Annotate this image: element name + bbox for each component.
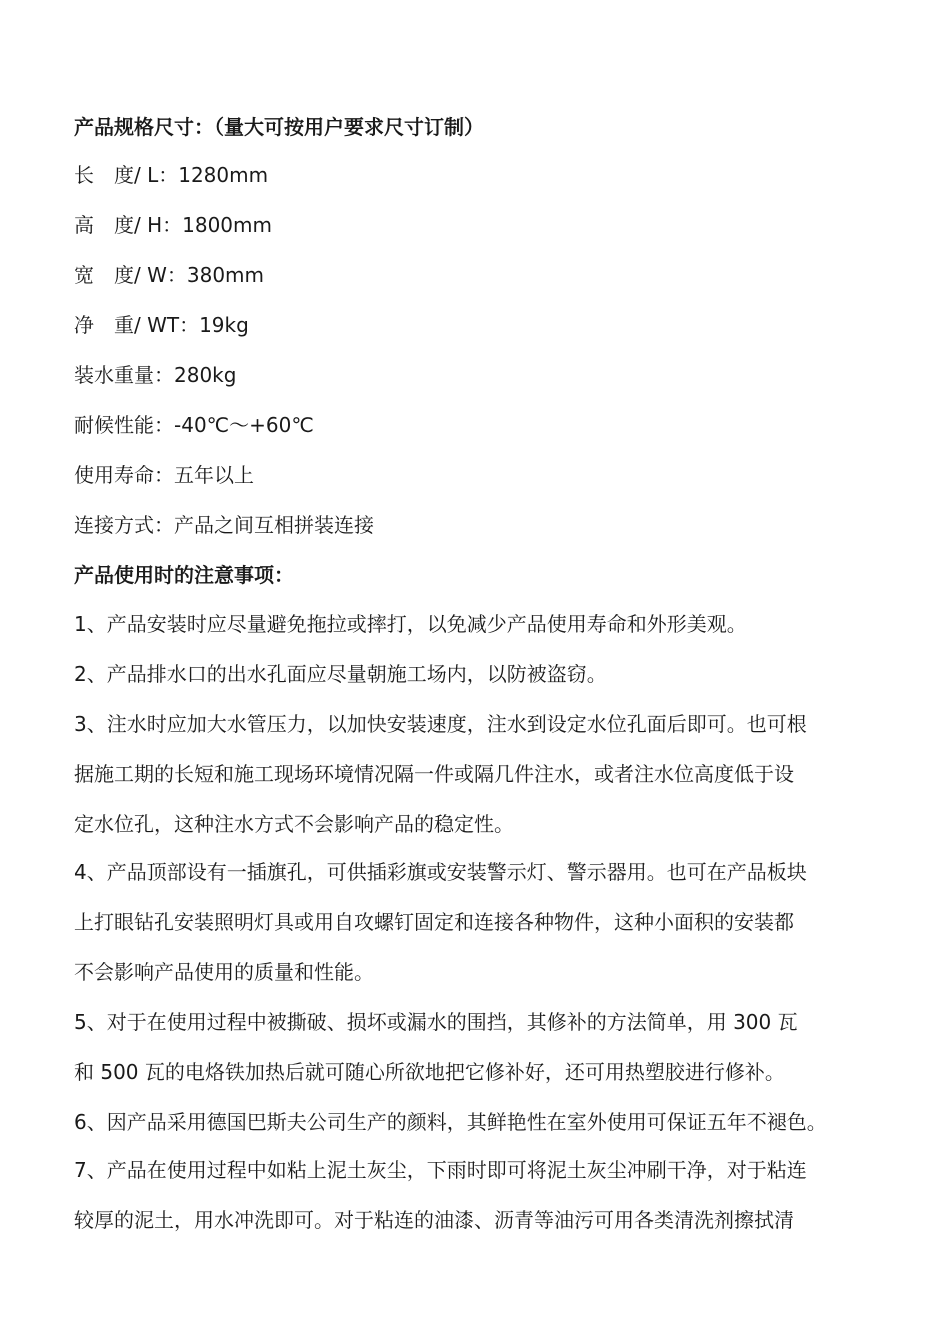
spec-length: 长 度/ L：1280mm bbox=[74, 163, 269, 187]
note-line: 6、因产品采用德国巴斯夫公司生产的颜料，其鲜艳性在室外使用可保证五年不褪色。 bbox=[74, 1110, 827, 1134]
note-line: 3、注水时应加大水管压力，以加快安装速度，注水到设定水位孔面后即可。也可根 bbox=[74, 712, 807, 736]
spec-connection: 连接方式：产品之间互相拼装连接 bbox=[74, 513, 374, 537]
note-line: 不会影响产品使用的质量和性能。 bbox=[74, 960, 374, 984]
note-line: 5、对于在使用过程中被撕破、损坏或漏水的围挡，其修补的方法简单，用 300 瓦 bbox=[74, 1010, 798, 1034]
note-line: 上打眼钻孔安装照明灯具或用自攻螺钉固定和连接各种物件，这种小面积的安装都 bbox=[74, 910, 794, 934]
spec-weather-resistance: 耐候性能：-40℃～+60℃ bbox=[74, 413, 314, 437]
spec-height: 高 度/ H：1800mm bbox=[74, 213, 272, 237]
note-line: 和 500 瓦的电烙铁加热后就可随心所欲地把它修补好，还可用热塑胶进行修补。 bbox=[74, 1060, 785, 1084]
note-line: 定水位孔，这种注水方式不会影响产品的稳定性。 bbox=[74, 812, 514, 836]
note-line: 4、产品顶部设有一插旗孔，可供插彩旗或安装警示灯、警示器用。也可在产品板块 bbox=[74, 860, 807, 884]
spec-service-life: 使用寿命：五年以上 bbox=[74, 463, 254, 487]
note-line: 较厚的泥土，用水冲洗即可。对于粘连的油漆、沥青等油污可用各类清洗剂擦拭清 bbox=[74, 1208, 794, 1232]
note-line: 7、产品在使用过程中如粘上泥土灰尘，下雨时即可将泥土灰尘冲刷干净，对于粘连 bbox=[74, 1158, 807, 1182]
spec-water-weight: 装水重量：280kg bbox=[74, 363, 237, 387]
notes-heading: 产品使用时的注意事项： bbox=[74, 563, 294, 587]
spec-width: 宽 度/ W：380mm bbox=[74, 263, 265, 287]
specs-heading: 产品规格尺寸：（量大可按用户要求尺寸订制） bbox=[74, 115, 484, 139]
note-line: 1、产品安装时应尽量避免拖拉或摔打，以免减少产品使用寿命和外形美观。 bbox=[74, 612, 747, 636]
spec-net-weight: 净 重/ WT：19kg bbox=[74, 313, 249, 337]
note-line: 据施工期的长短和施工现场环境情况隔一件或隔几件注水，或者注水位高度低于设 bbox=[74, 762, 794, 786]
note-line: 2、产品排水口的出水孔面应尽量朝施工场内，以防被盗窃。 bbox=[74, 662, 607, 686]
